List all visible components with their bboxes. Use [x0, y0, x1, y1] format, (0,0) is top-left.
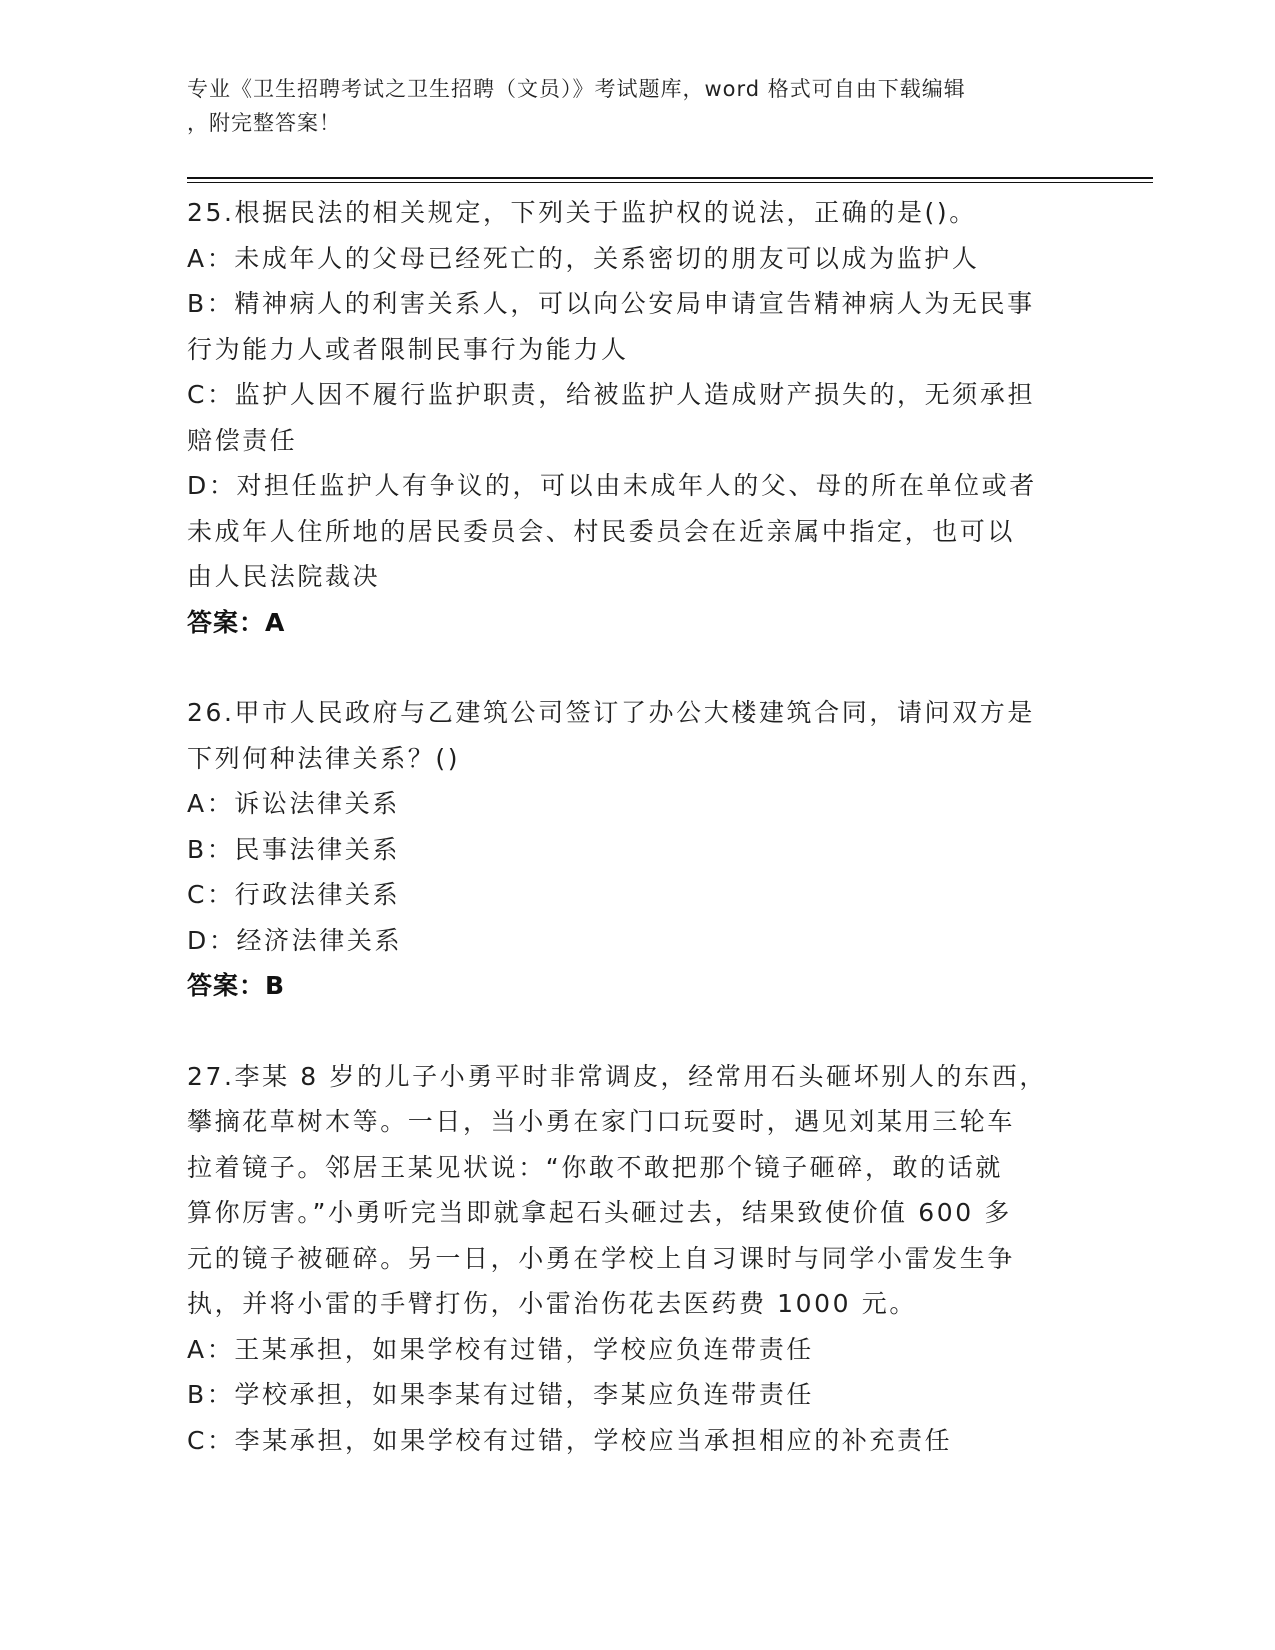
option-c: C：监护人因不履行监护职责，给被监护人造成财产损失的，无须承担	[187, 380, 1036, 409]
header-line: ，附完整答案！	[187, 111, 341, 135]
header-line: 专业《卫生招聘考试之卫生招聘（文员）》考试题库，word 格式可自由下载编辑	[187, 77, 966, 101]
question-stem: 27.李某 8 岁的儿子小勇平时非常调皮，经常用石头砸坏别人的东西，	[187, 1061, 1047, 1091]
question-25	[187, 190, 1087, 645]
question-stem-continued: 拉着镜子。邻居王某见状说：“你敢不敢把那个镜子砸碎，敢的话就	[187, 1152, 1003, 1182]
header-divider-thin	[187, 182, 1153, 183]
option-c: C：李某承担，如果学校有过错，学校应当承担相应的补充责任	[187, 1425, 953, 1455]
option-a: A：未成年人的父母已经死亡的，关系密切的朋友可以成为监护人	[187, 243, 980, 273]
header-divider	[187, 177, 1153, 179]
option-d-continued: 未成年人住所地的居民委员会、村民委员会在近亲属中指定，也可以	[187, 516, 1016, 546]
question-stem-continued: 算你厉害。”小勇听完当即就拿起石头砸过去，结果致使价值 600 多	[187, 1198, 1012, 1227]
option-b-continued: 行为能力人或者限制民事行为能力人	[187, 334, 629, 364]
question-stem-continued: 元的镜子被砸碎。另一日，小勇在学校上自习课时与同学小雷发生争	[187, 1243, 1016, 1273]
option-b: B：民事法律关系	[187, 834, 400, 864]
option-b: B：精神病人的利害关系人，可以向公安局申请宣告精神病人为无民事	[187, 289, 1035, 318]
question-stem: 26.甲市人民政府与乙建筑公司签订了办公大楼建筑合同，请问双方是	[187, 698, 1035, 727]
question-27	[187, 1054, 1087, 1464]
option-d-continued: 由人民法院裁决	[187, 562, 381, 591]
option-d: D：对担任监护人有争议的，可以由未成年人的父、母的所在单位或者	[187, 471, 1037, 500]
question-stem: 25.根据民法的相关规定，下列关于监护权的说法，正确的是()。	[187, 198, 977, 227]
option-c: C：行政法律关系	[187, 880, 401, 909]
answer-label: 答案：B	[187, 971, 286, 1000]
answer-label: 答案：A	[187, 607, 286, 637]
question-stem-continued: 攀摘花草树木等。一日，当小勇在家门口玩耍时，遇见刘某用三轮车	[187, 1107, 1016, 1136]
option-a: A：王某承担，如果学校有过错，学校应负连带责任	[187, 1334, 814, 1364]
option-a: A：诉讼法律关系	[187, 789, 400, 818]
option-d: D：经济法律关系	[187, 925, 403, 955]
option-c-continued: 赔偿责任	[187, 425, 298, 455]
question-list	[187, 190, 1087, 1508]
question-26	[187, 690, 1087, 1009]
question-stem-continued: 下列何种法律关系？()	[187, 743, 461, 773]
document-header	[187, 72, 1087, 140]
question-stem-continued: 执，并将小雷的手臂打伤，小雷治伤花去医药费 1000 元。	[187, 1289, 917, 1318]
option-b: B：学校承担，如果李某有过错，李某应负连带责任	[187, 1380, 814, 1409]
